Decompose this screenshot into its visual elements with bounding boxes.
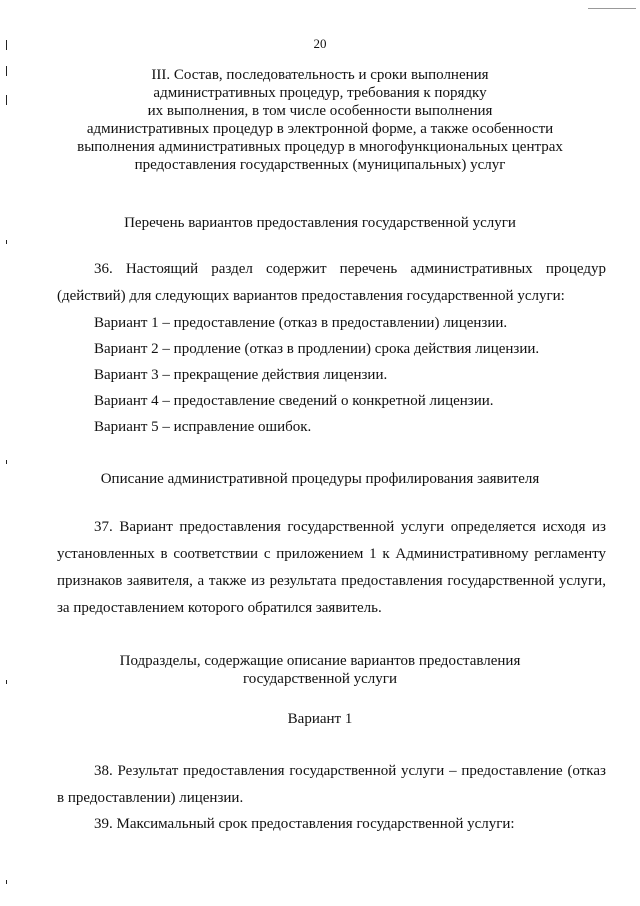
word: предоставления bbox=[183, 763, 285, 779]
word: к bbox=[382, 546, 390, 562]
word: признаков bbox=[57, 573, 123, 589]
word: из bbox=[250, 573, 265, 589]
paragraph-37-line-1 bbox=[94, 518, 606, 536]
variant-item-4: Вариант 4 – предоставление сведений о конкретной лицензии. bbox=[94, 393, 494, 409]
word: предоставления bbox=[179, 519, 281, 535]
paragraph-37-line-2 bbox=[57, 545, 606, 563]
paragraph-37-line-3 bbox=[57, 572, 606, 590]
section-title-line-4: административных процедур в электронной форме, а также особенности bbox=[86, 121, 554, 137]
word: Результат bbox=[117, 763, 179, 779]
heading-subsections-line-1: Подразделы, содержащие описание вариантов предоставления bbox=[119, 653, 521, 669]
paragraph-39: 39. Максимальный срок предоставления государственной услуги: bbox=[94, 816, 515, 832]
scan-margin-mark bbox=[6, 460, 7, 464]
word: регламенту bbox=[534, 546, 606, 562]
scan-margin-mark bbox=[6, 240, 7, 244]
word: соответствии bbox=[173, 546, 259, 562]
word: услуги, bbox=[558, 573, 606, 589]
word: содержит bbox=[266, 261, 327, 277]
variant-item-5: Вариант 5 – исправление ошибок. bbox=[94, 419, 312, 435]
section-title-line-6: предоставления государственных (муниципальных) услуг bbox=[134, 157, 506, 173]
word: административных bbox=[410, 261, 533, 277]
section-title-line-2: административных процедур, требования к порядку bbox=[153, 85, 487, 101]
word: предоставления bbox=[341, 573, 443, 589]
page-number: 20 bbox=[313, 36, 327, 51]
section-title-line-5: выполнения административных процедур в многофункциональных центрах bbox=[77, 139, 563, 155]
word: 36. bbox=[94, 261, 113, 277]
word: услуги bbox=[401, 763, 445, 779]
word: государственной bbox=[447, 573, 555, 589]
heading-subsections-line-2: государственной услуги bbox=[243, 671, 397, 687]
word: приложением bbox=[276, 546, 364, 562]
variant-item-1: Вариант 1 – предоставление (отказ в предоставлении) лицензии. bbox=[94, 315, 508, 331]
word: а bbox=[197, 573, 205, 589]
word: результата bbox=[269, 573, 337, 589]
paragraph-36-line-2: (действий) для следующих вариантов предоставления государственной услуги: bbox=[57, 288, 565, 304]
word: Административному bbox=[395, 546, 529, 562]
section-title-line-3: их выполнения, в том числе особенности выполнения bbox=[147, 103, 493, 119]
word: процедур bbox=[545, 261, 606, 277]
word: исходя bbox=[542, 519, 586, 535]
paragraph-38-line-2: в предоставлении) лицензии. bbox=[57, 790, 244, 806]
word: (отказ bbox=[567, 763, 606, 779]
section-title-line-1: III. Состав, последовательность и сроки выполнения bbox=[151, 67, 489, 83]
word: услуги bbox=[400, 519, 445, 535]
word: – bbox=[449, 763, 457, 779]
word: Настоящий bbox=[125, 261, 199, 277]
paragraph-38-line-1 bbox=[94, 762, 606, 780]
word: предоставление bbox=[461, 763, 563, 779]
heading-variant-1: Вариант 1 bbox=[287, 711, 353, 727]
word: с bbox=[263, 546, 271, 562]
word: 38. bbox=[94, 763, 113, 779]
word: перечень bbox=[339, 261, 398, 277]
word: также bbox=[208, 573, 247, 589]
scan-top-mark bbox=[588, 8, 636, 9]
word: определяется bbox=[450, 519, 536, 535]
scan-margin-mark bbox=[6, 880, 7, 884]
word: государственной bbox=[287, 519, 395, 535]
variant-item-3: Вариант 3 – прекращение действия лицензии. bbox=[94, 367, 388, 383]
word: Вариант bbox=[119, 519, 173, 535]
word: 1 bbox=[369, 546, 377, 562]
variant-item-2: Вариант 2 – продление (отказ в продлении) срока действия лицензии. bbox=[94, 341, 540, 357]
heading-variants-list: Перечень вариантов предоставления государственной услуги bbox=[124, 215, 516, 231]
word: в bbox=[160, 546, 168, 562]
word: установленных bbox=[57, 546, 155, 562]
paragraph-36-line-1 bbox=[94, 260, 606, 278]
word: заявителя, bbox=[126, 573, 193, 589]
word: государственной bbox=[289, 763, 397, 779]
heading-profiling: Описание административной процедуры профилирования заявителя bbox=[100, 471, 540, 487]
word: раздел bbox=[211, 261, 253, 277]
word: из bbox=[592, 519, 606, 535]
paragraph-37-line-4: за предоставлением которого обратился заявитель. bbox=[57, 600, 382, 616]
word: 37. bbox=[94, 519, 113, 535]
